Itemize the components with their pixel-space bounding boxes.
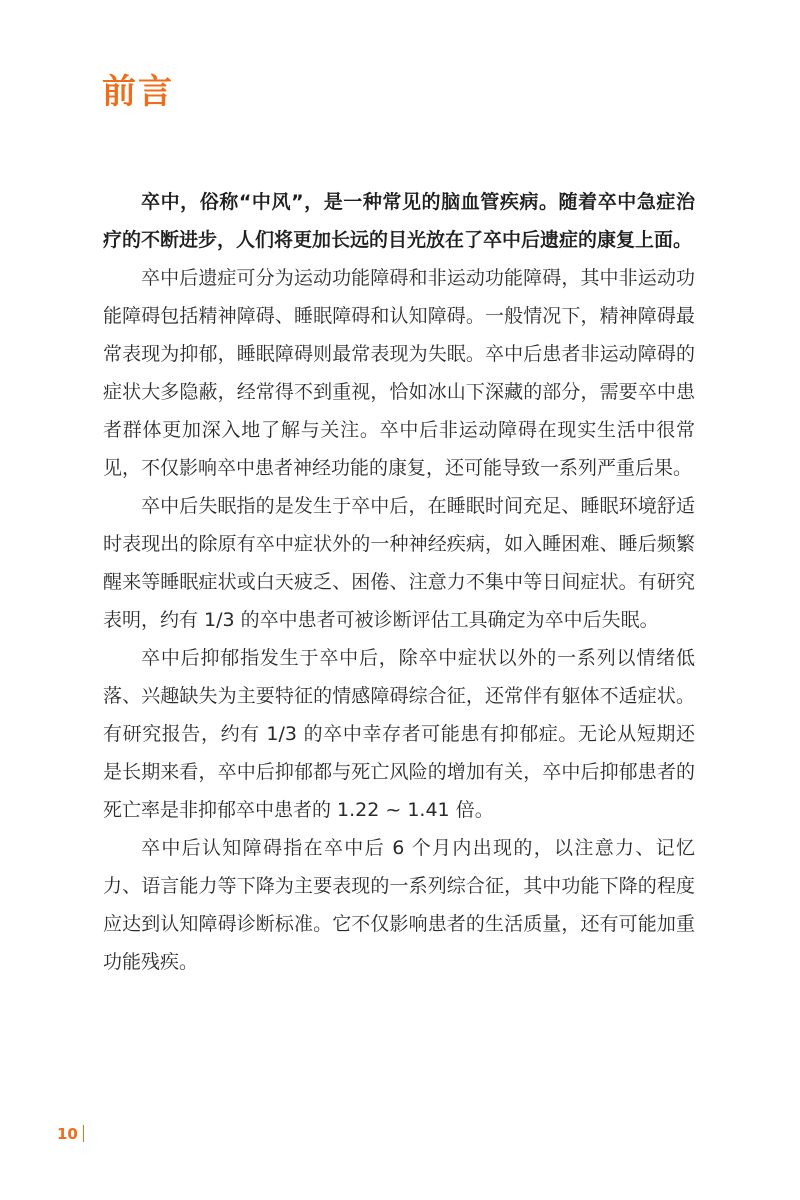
lead-paragraph: 卒中，俗称“中风”，是一种常见的脑血管疾病。随着卒中急症治疗的不断进步，人们将更加长远的目光放在了卒中后遗症的康复上面。 bbox=[103, 191, 695, 251]
page-number-divider bbox=[83, 1125, 84, 1142]
paragraph-post-stroke-insomnia: 卒中后失眠指的是发生于卒中后，在睡眠时间充足、睡眠环境舒适时表现出的除原有卒中症状外的一种神经疾病，如入睡困难、睡后频繁醒来等睡眠症状或白天疲乏、困倦、注意力不集中等日间症状。有研究表明，约有 1/3 的卒中患者可被诊断评估工具确定为卒中后失眠。 bbox=[103, 495, 695, 631]
paragraph-post-stroke-depression: 卒中后抑郁指发生于卒中后，除卒中症状以外的一系列以情绪低落、兴趣缺失为主要特征的情感障碍综合征，还常伴有躯体不适症状。有研究报告，约有 1/3 的卒中幸存者可能患有抑郁症。无论从短期还是长期来看，卒中后抑郁都与死亡风险的增加有关，卒中后抑郁患者的死亡率是非抑郁卒中患者的 1.22 ~ 1.41 倍。 bbox=[103, 647, 695, 821]
paragraph-post-stroke-cognitive-impairment: 卒中后认知障碍指在卒中后 6 个月内出现的，以注意力、记忆力、语言能力等下降为主要表现的一系列综合征，其中功能下降的程度应达到认知障碍诊断标准。它不仅影响患者的生活质量，还有可能加重功能残疾。 bbox=[103, 837, 695, 973]
page-number: 10 bbox=[57, 1125, 78, 1143]
page-title: 前言 bbox=[102, 72, 174, 112]
body-text bbox=[103, 183, 695, 981]
paragraph-non-motor-disorders: 卒中后遗症可分为运动功能障碍和非运动功能障碍，其中非运动功能障碍包括精神障碍、睡眠障碍和认知障碍。一般情况下，精神障碍最常表现为抑郁，睡眠障碍则最常表现为失眠。卒中后患者非运动障碍的症状大多隐蔽，经常得不到重视，恰如冰山下深藏的部分，需要卒中患者群体更加深入地了解与关注。卒中后非运动障碍在现实生活中很常见，不仅影响卒中患者神经功能的康复，还可能导致一系列严重后果。 bbox=[103, 267, 695, 479]
